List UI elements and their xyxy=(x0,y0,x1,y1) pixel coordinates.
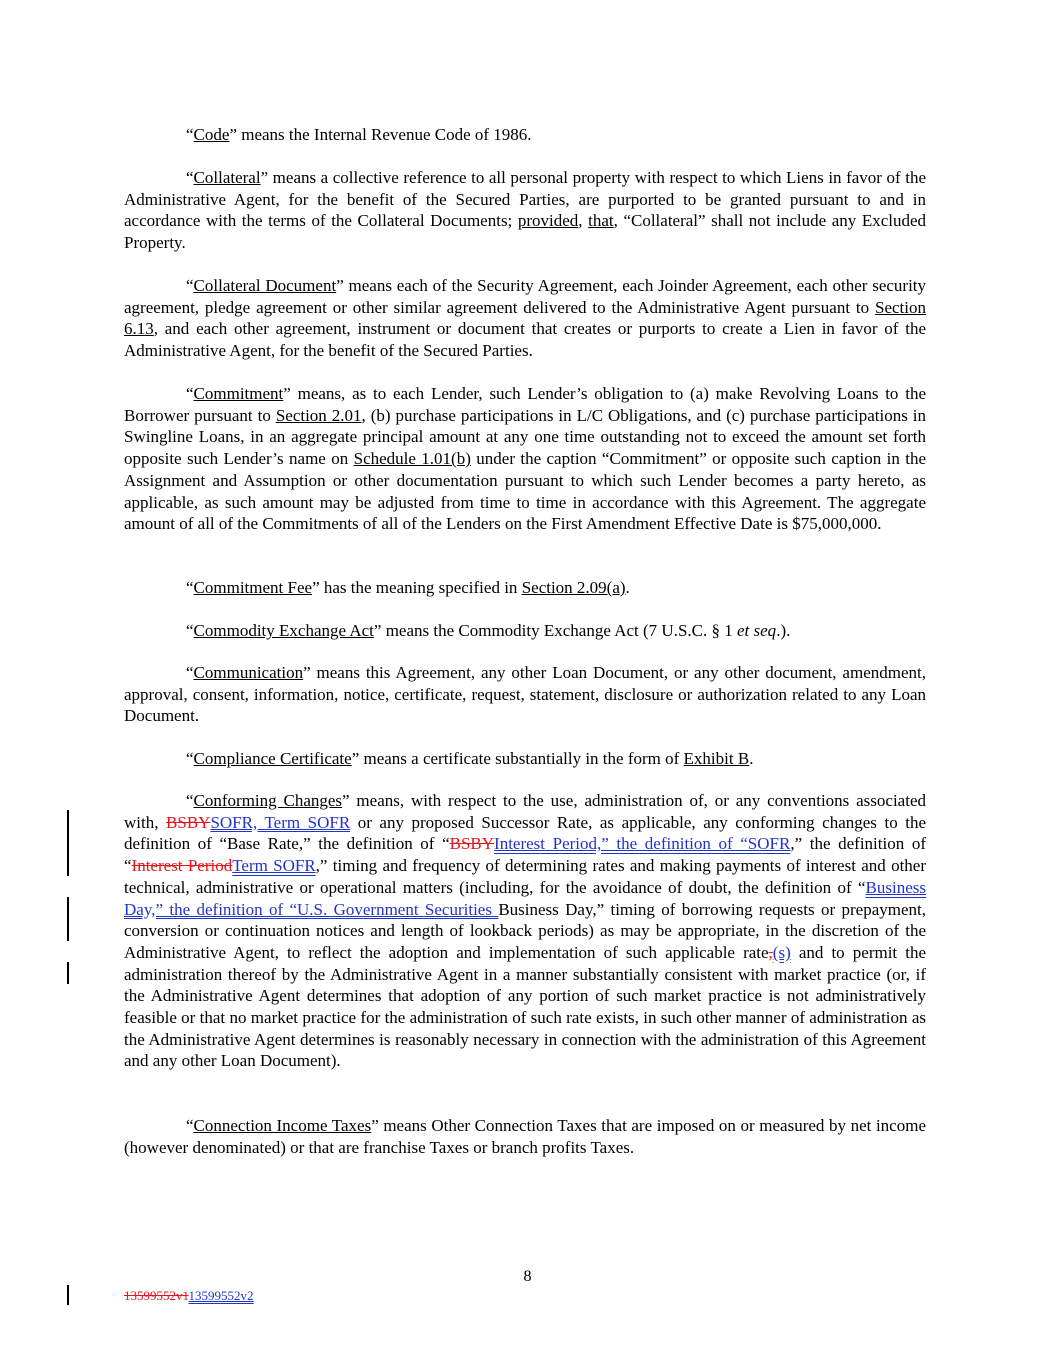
term-commitment-fee: Commitment Fee xyxy=(193,578,313,597)
change-bar xyxy=(67,962,69,984)
deleted-doc-id: 13599552v1 xyxy=(124,1288,189,1303)
schedule-reference: Schedule 1.01(b) xyxy=(353,449,471,469)
page-number: 8 xyxy=(523,1268,532,1285)
definition-communication: “Communication” means this Agreement, any other Loan Document, or any other document, amendment, approval, consent, information, notice, certificate, request, statement, disclosure or authorization related to any Loan Document. xyxy=(124,663,926,726)
term-commitment: Commitment xyxy=(193,384,284,403)
term-connection-income-taxes: Connection Income Taxes xyxy=(193,1116,372,1135)
document-id xyxy=(124,1288,254,1304)
deleted-text: BSBY xyxy=(449,834,495,854)
inserted-text: Interest Period,” the definition of “SOFR xyxy=(494,834,791,854)
deleted-text: , xyxy=(768,942,773,962)
change-bar xyxy=(67,897,69,941)
definition-code: “Code” means the Internal Revenue Code of 1986. xyxy=(186,125,532,144)
deleted-text: Interest Period xyxy=(131,856,233,876)
deleted-text: BSBY xyxy=(166,812,211,832)
definition-commitment: “Commitment” means, as to each Lender, such Lender’s obligation to (a) make Revolving Loans to the Borrower pursuant to Section 2.01, (b) purchase participations in L/C Obligations, and (c) purchase participations in Swingline Loans, in an aggregate principal amount at any one time outstanding not to exceed the amount set forth opposite such Lender’s name on Schedule 1.01(b) under the caption “Commitment” or opposite such caption in the Assignment and Assumption or other documentation pursuant to which such Lender becomes a party hereto, as applicable, as such amount may be adjusted from time to time in accordance with this Agreement. The aggregate amount of all of the Commitments of all of the Lenders on the First Amendment Effective Date is $75,000,000. xyxy=(124,384,926,534)
inserted-text: (s) xyxy=(772,942,791,962)
change-bar xyxy=(67,1285,69,1305)
definition-connection-income-taxes: “Connection Income Taxes” means Other Connection Taxes that are imposed on or measured by net income (however denominated) or that are franchise Taxes or branch profits Taxes. xyxy=(124,1116,927,1157)
definition-compliance-certificate: “Compliance Certificate” means a certificate substantially in the form of Exhibit B. xyxy=(186,749,754,768)
exhibit-reference: Exhibit B xyxy=(683,749,750,768)
inserted-doc-id: 13599552v2 xyxy=(188,1288,254,1303)
definition-collateral: “Collateral” means a collective reference to all personal property with respect to which Liens in favor of the Administrative Agent, for the benefit of the Secured Parties, are purported to be granted pursuant to and in accordance with the terms of the Collateral Documents; provided, that, “Collateral” shall not include any Excluded Property. xyxy=(124,168,927,253)
term-code: Code xyxy=(193,125,230,144)
that-term: that xyxy=(588,211,614,231)
term-conforming-changes: Conforming Changes xyxy=(193,791,343,810)
inserted-text: SOFR, Term SOFR xyxy=(210,812,351,832)
term-commodity-exchange-act: Commodity Exchange Act xyxy=(193,621,374,640)
inserted-text: Business Day,” the definition of “U.S. Government Securities xyxy=(124,877,926,919)
definition-conforming-changes: “Conforming Changes” means, with respect to the use, administration of, or any conventions associated with, BSBYSOFR, Term SOFR or any proposed Successor Rate, as applicable, any conforming changes to the definition of “Base Rate,” the definition of “BSBYInterest Period,” the definition of “SOFR,” the definition of “Interest PeriodTerm SOFR,” timing and frequency of determining rates and making payments of interest and other technical, administrative or operational matters (including, for the avoidance of doubt, the definition of “Business Day,” the definition of “U.S. Government Securities Business Day,” timing of borrowing requests or prepayment, conversion or continuation notices and length of lookback periods) as may be appropriate, in the discretion of the Administrative Agent, to reflect the adoption and implementation of such applicable rate,(s) and to permit the administration thereof by the Administrative Agent in a manner substantially consistent with market practice (or, if the Administrative Agent determines that adoption of any portion of such market practice is not administratively feasible or that no market practice for the administration of such rate exists, in such other manner of administration as the Administrative Agent determines is reasonably necessary in connection with the administration of this Agreement and any other Loan Document). xyxy=(124,791,927,1071)
section-reference: Section 6.13 xyxy=(124,297,926,339)
definition-collateral-document: “Collateral Document” means each of the Security Agreement, each Joinder Agreement, each other security agreement, pledge agreement or other similar agreement delivered to the Administrative Agent pursuant to Section 6.13, and each other agreement, instrument or document that creates or purports to create a Lien in favor of the Administrative Agent, for the benefit of the Secured Parties. xyxy=(124,276,927,361)
section-reference: Section 2.01 xyxy=(275,405,362,425)
section-reference: Section 2.09(a) xyxy=(521,578,626,597)
term-collateral-document: Collateral Document xyxy=(193,276,337,295)
inserted-text: Term SOFR xyxy=(232,856,316,876)
term-collateral: Collateral xyxy=(193,168,261,187)
provided-term: provided xyxy=(517,211,579,231)
term-compliance-certificate: Compliance Certificate xyxy=(193,749,352,768)
term-communication: Communication xyxy=(193,663,304,682)
change-bar xyxy=(67,810,69,876)
definition-commitment-fee: “Commitment Fee” has the meaning specified in Section 2.09(a). xyxy=(186,578,630,597)
et-seq-italic: et seq xyxy=(737,621,777,640)
definition-commodity-exchange-act: “Commodity Exchange Act” means the Commodity Exchange Act (7 U.S.C. § 1 et seq.). xyxy=(186,621,791,640)
